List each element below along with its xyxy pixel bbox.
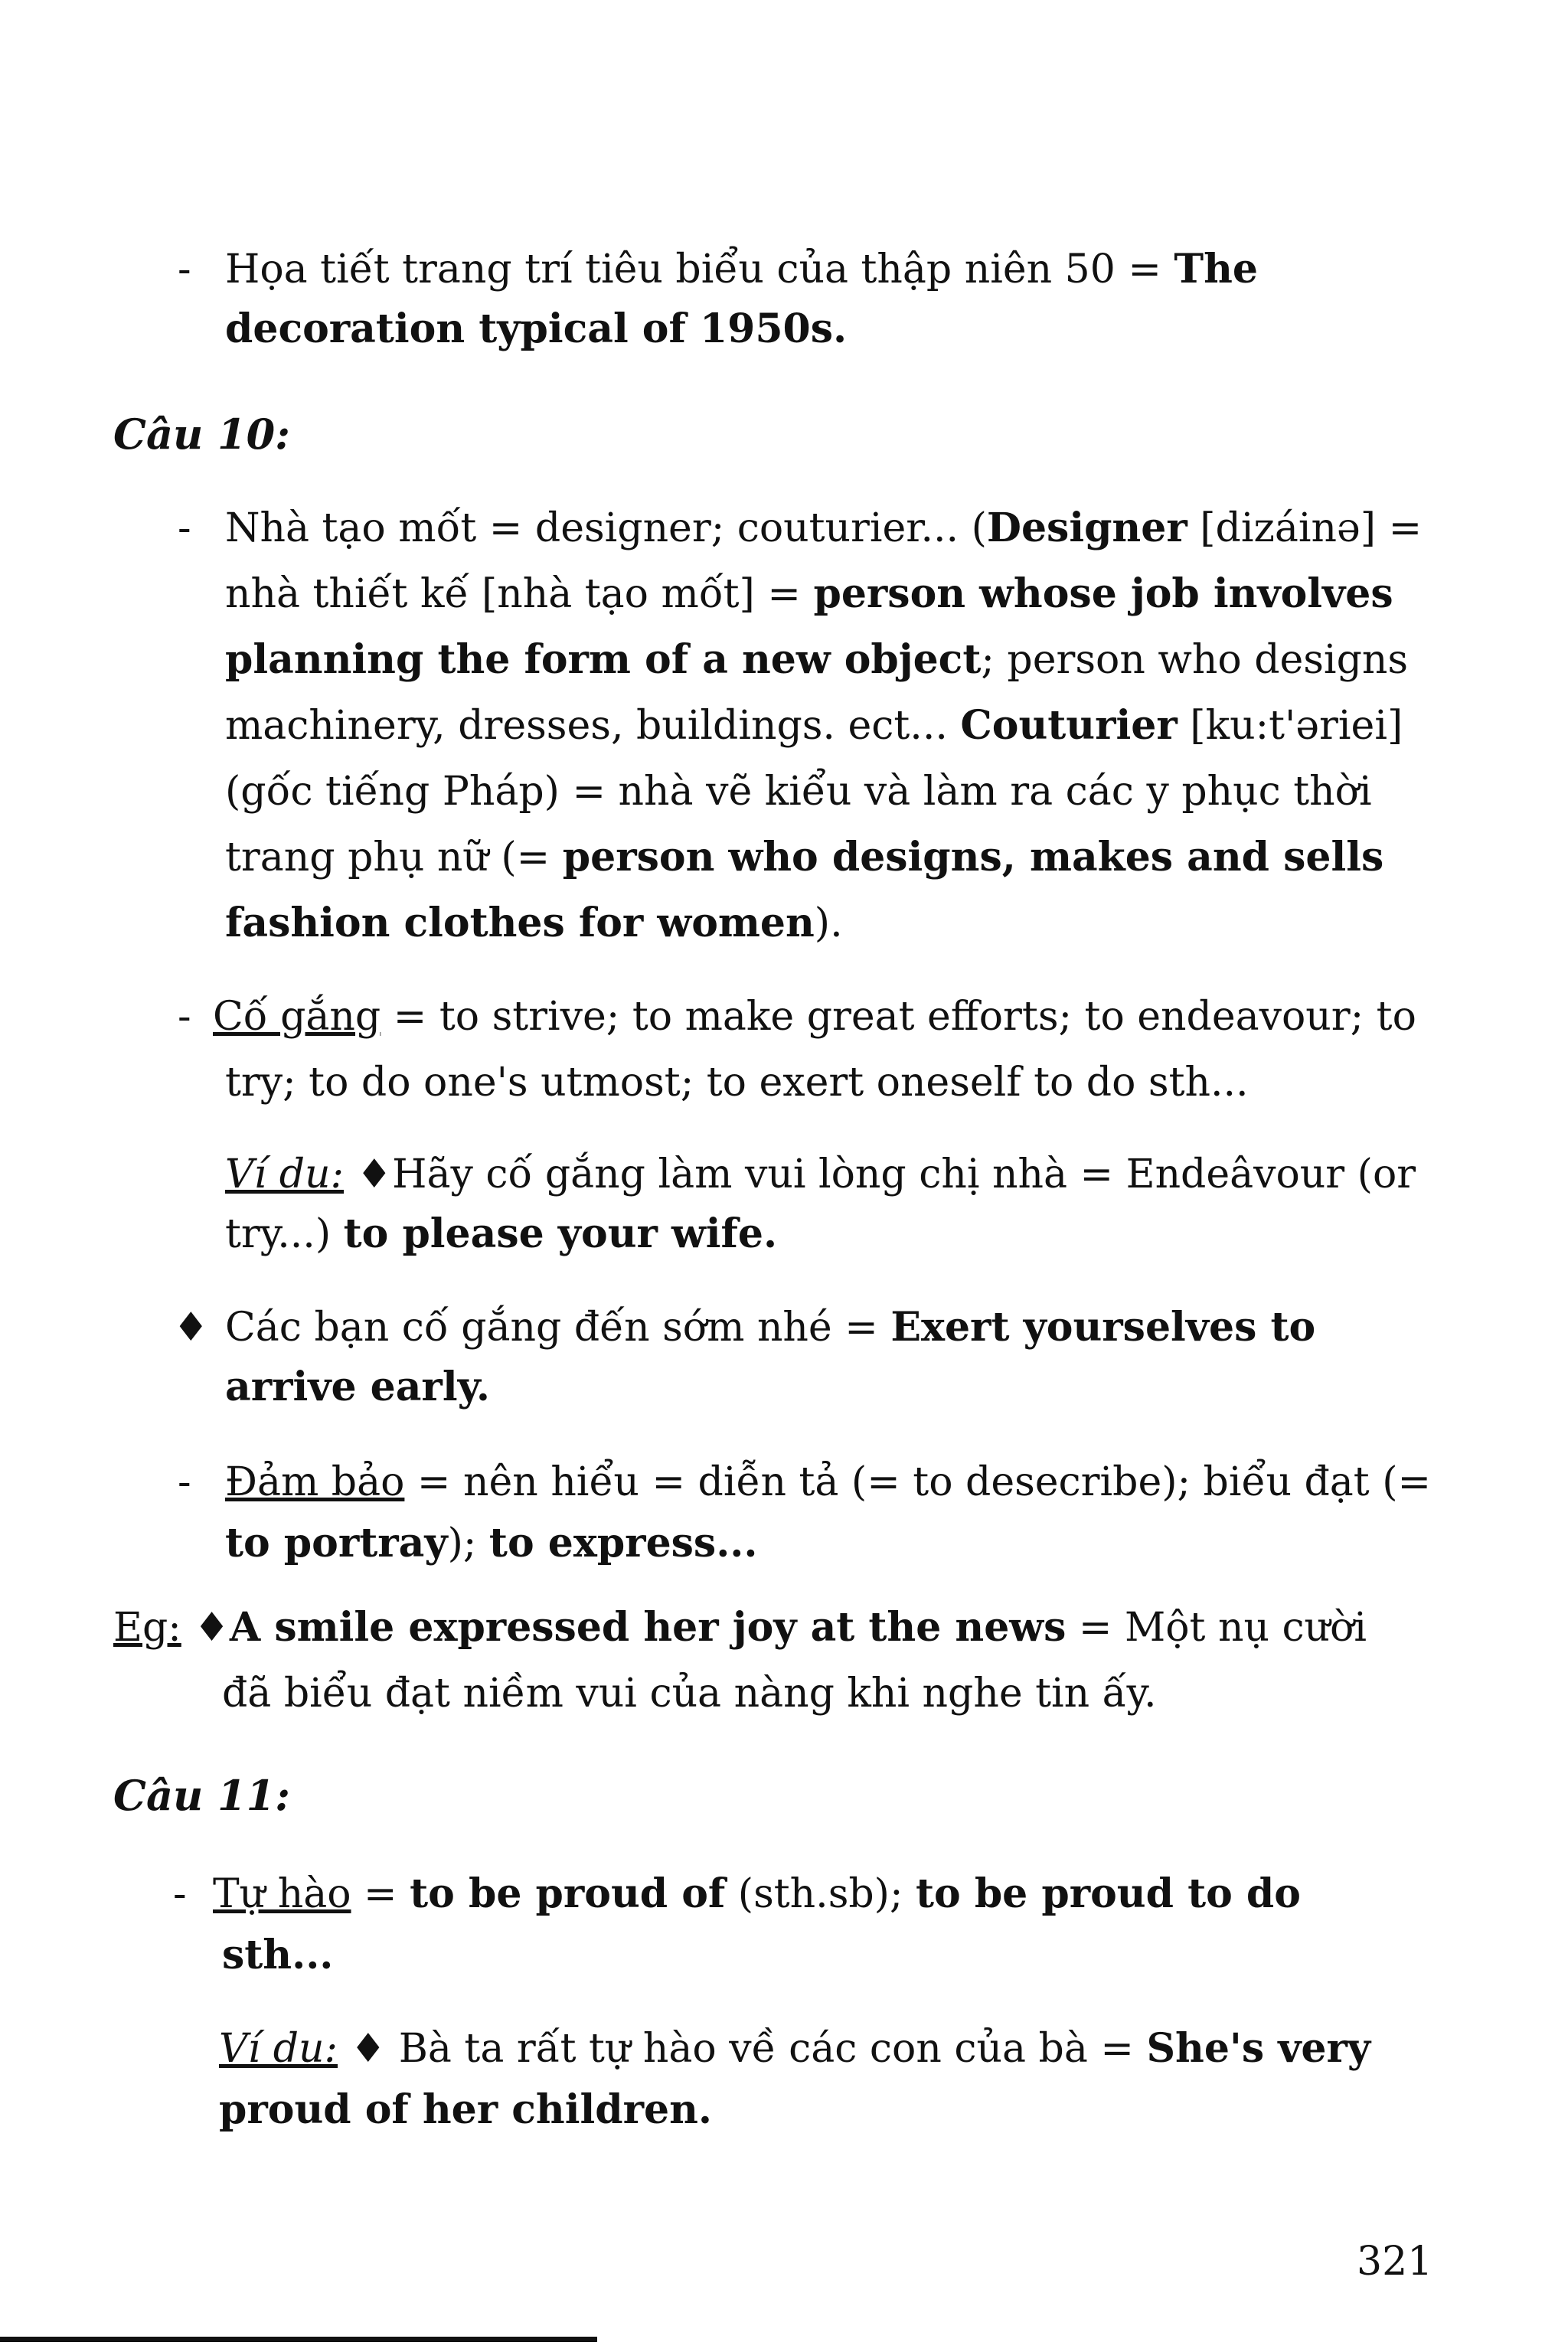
example-line: Eg: ♦A smile expressed her joy at the news = Một nụ cười [113,1604,1367,1651]
bottom-rule [0,2337,597,2342]
text-line: Tự hào = to be proud of (sth.sb); to be proud to do [213,1870,1301,1917]
section-heading: Câu 10: [113,410,291,459]
text-line: machinery, dresses, buildings. ect... Couturier [ku:t'əriei] [225,702,1403,749]
example-line: arrive early. [225,1364,490,1410]
bullet-dash: - [178,247,191,292]
text-line: planning the form of a new object; person who designs [225,636,1409,683]
text-line: Họa tiết trang trí tiêu biểu của thập niên 50 = The [225,246,1259,292]
text-line: to portray); to express... [225,1520,758,1566]
example-line: try...) to please your wife. [225,1210,778,1257]
bullet-dash: - [173,1871,187,1917]
example-line: Các bạn cố gắng đến sớm nhé = Exert yourselves to [225,1304,1316,1351]
bullet-dash: - [178,1459,191,1505]
text-line: nhà thiết kế [nhà tạo mốt] = person whose job involves [225,570,1393,617]
example-line: đã biểu đạt niềm vui của nàng khi nghe tin ấy. [222,1671,1157,1717]
bullet-dash: - [178,505,191,551]
text-line: (gốc tiếng Pháp) = nhà vẽ kiểu và làm ra các y phục thời [225,769,1372,815]
section-heading: Câu 11: [113,1771,291,1820]
text-line: sth... [222,1932,334,1978]
example-line: Ví du: ♦ Bà ta rất tự hào về các con của bà = She's very [219,2025,1371,2072]
text-line: Nhà tạo mốt = designer; couturier... (Designer [dizáinə] = [225,505,1423,551]
bullet-dash: - [178,994,191,1040]
diamond-bullet: ♦ [173,1305,209,1351]
text-line: decoration typical of 1950s. [225,305,848,352]
text-line: trang phụ nữ (= person who designs, makes and sells [225,834,1384,880]
text-line: fashion clothes for women). [225,900,843,946]
page-number: 321 [1357,2239,1433,2285]
example-line: Ví du: ♦Hãy cố gắng làm vui lòng chị nhà = Endeâvour (or [225,1152,1416,1197]
text-line: try; to do one's utmost; to exert oneself to do sth... [225,1060,1249,1106]
text-line: Đảm bảo = nên hiểu = diễn tả (= to desecribe); biểu đạt (= [225,1459,1432,1505]
example-line: proud of her children. [219,2086,712,2133]
text-line: Cố gắng = to strive; to make great efforts; to endeavour; to [213,994,1416,1040]
